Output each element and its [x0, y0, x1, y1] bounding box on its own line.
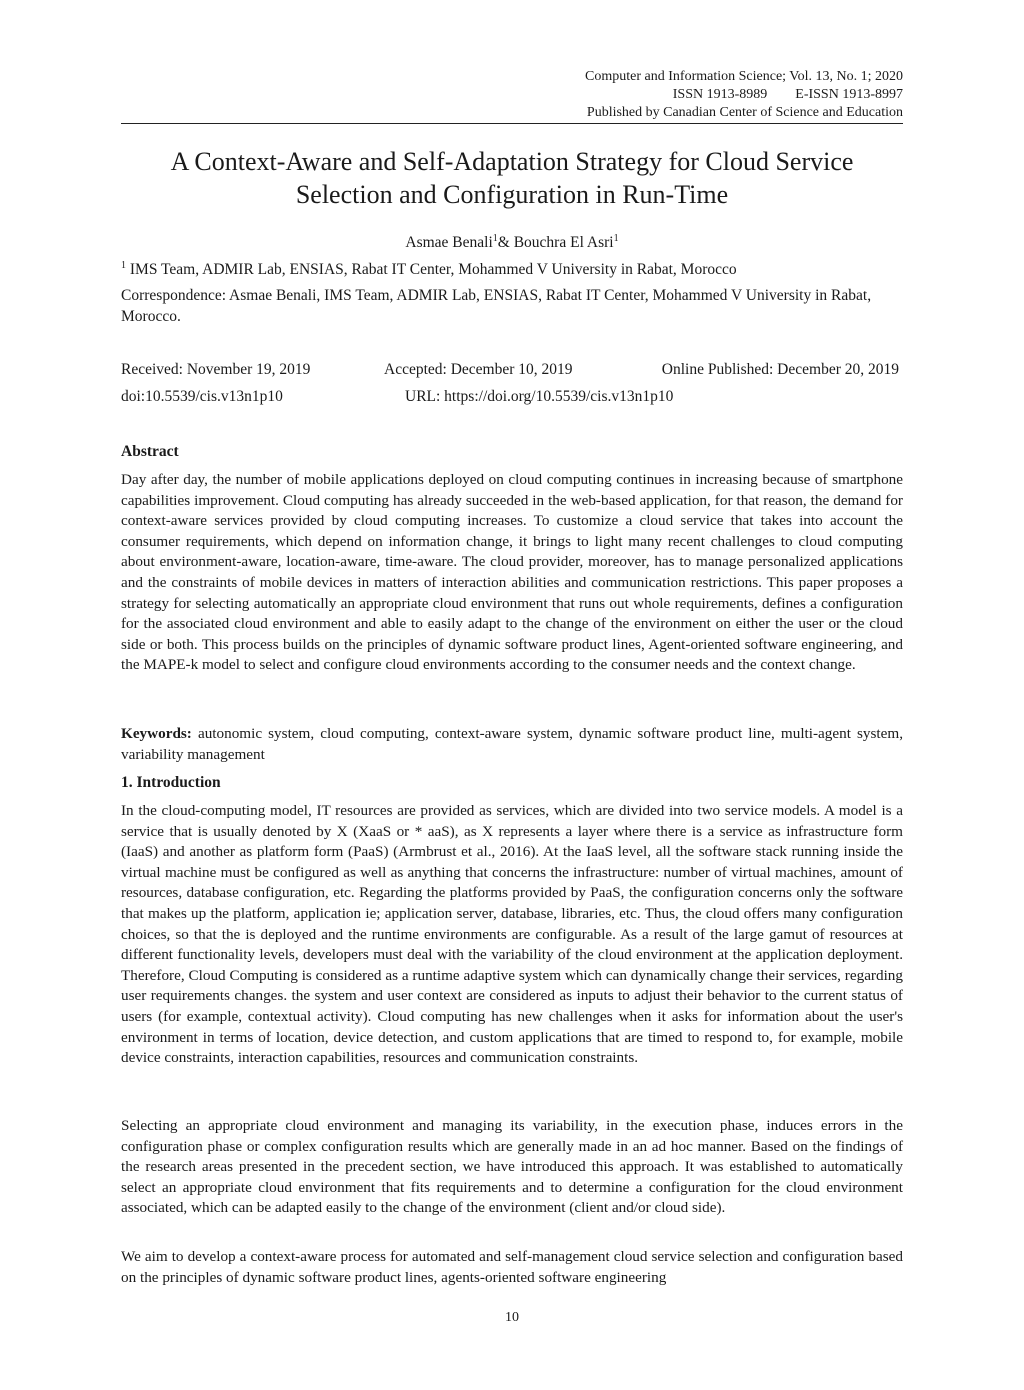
paper-title — [121, 145, 903, 211]
correspondence: Correspondence: Asmae Benali, IMS Team, ADMIR Lab, ENSIAS, Rabat IT Center, Mohammed V University in Rabat, Morocco. — [121, 287, 872, 325]
header-divider — [121, 123, 903, 124]
keywords — [121, 724, 903, 765]
author-2-affil-mark: 1 — [613, 233, 619, 244]
abstract-heading: Abstract — [121, 443, 179, 460]
title-line-1: A Context-Aware and Self-Adaptation Strategy for Cloud Service — [170, 147, 854, 176]
affiliation-mark: 1 — [121, 260, 126, 271]
issn-line: ISSN 1913-8989 E-ISSN 1913-8997 — [672, 87, 903, 102]
author-list — [121, 229, 903, 253]
journal-line: Computer and Information Science; Vol. 13, No. 1; 2020 — [585, 69, 903, 84]
journal-header — [585, 68, 903, 122]
doi-text: doi:10.5539/cis.v13n1p10 — [121, 388, 283, 405]
affiliation-text: IMS Team, ADMIR Lab, ENSIAS, Rabat IT Center, Mohammed V University in Rabat, Morocco — [126, 261, 737, 279]
introduction-paragraph-3: We aim to develop a context-aware process for automated and self-management cloud service selection and configuration based on the principles of dynamic software product lines, agents-oriented software engineering — [121, 1248, 903, 1286]
affiliation — [121, 256, 903, 280]
author-1: Asmae Benali — [405, 234, 493, 252]
abstract-text: Day after day, the number of mobile applications deployed on cloud computing continues in increasing because of smartphone capabilities improvement. Cloud computing has already succeeded in the web-based application, for that reason, the demand for context-aware services provided by cloud computing increases. To customize a cloud service that takes into account the consumer requirements, which depend on information change, it brings to light many recent challenges to cloud computing about environment-aware, location-aware, time-aware. The cloud provider, moreover, has to manage personalized applications and the constraints of mobile devices in matters of interaction abilities and communication restrictions. This paper proposes a strategy for selecting automatically an appropriate cloud environment that runs out whole requirements, defines a configuration for the associated cloud environment and able to easily adapt to the change of the environment on either the user or the cloud side or both. This process builds on the principles of dynamic software product lines, Agent-oriented software engineering, and the MAPE-k model to select and configure cloud environments according to the consumer needs and the context change. — [121, 471, 903, 674]
paper-page — [121, 0, 903, 1390]
introduction-heading: 1. Introduction — [121, 774, 221, 791]
received-date: Received: November 19, 2019 — [121, 361, 311, 378]
author-2: & Bouchra El Asri — [497, 234, 614, 252]
keywords-text: autonomic system, cloud computing, context-aware system, dynamic software product line, multi-agent system, variability management — [121, 725, 903, 763]
doi-url-link[interactable]: URL: https://doi.org/10.5539/cis.v13n1p10 — [405, 388, 674, 405]
published-date: Online Published: December 20, 2019 — [661, 361, 899, 378]
introduction-paragraph-1: In the cloud-computing model, IT resources are provided as services, which are divided into two service models. A model is a service that is usually denoted by X (XaaS or * aaS), as X represents a layer where there is a service as infrastructure form (IaaS) and another as platform form (PaaS) (Armbrust et al., 2016). At the IaaS level, all the software stack running inside the virtual machine must be configured as well as anything that concerns the infrastructure: number of virtual machines, amount of resources, database configuration, etc. Regarding the platforms provided by PaaS, the configuration concerns only the software that makes up the platform, application ie; application server, database, libraries, etc. Thus, the cloud offers many configuration choices, so that the is deployed and the runtime environments are configurable. As a result of the large gamut of resources at different functionality levels, developers must deal with the variability of the cloud environment at the application deployment. Therefore, Cloud Computing is considered as a runtime adaptive system which can dynamically change their services, regarding user requirements changes. the system and user context are considered as inputs to adjust their behavior to the current status of users (for example, contextual activity). Cloud computing has new challenges when it asks for information about the user's environment in terms of location, device detection, and custom applications that are timed to respond to, for example, mobile device constraints, interaction capabilities, resources and communication constraints. — [121, 802, 903, 1067]
page-number: 10 — [505, 1310, 519, 1325]
author-1-affil-mark: 1 — [492, 233, 498, 244]
title-line-2: Selection and Configuration in Run-Time — [295, 180, 729, 209]
keywords-label: Keywords: — [121, 725, 192, 742]
introduction-paragraph-2: Selecting an appropriate cloud environment and managing its variability, in the execution phase, induces errors in the configuration phase or complex configuration results which are generally made in an ad hoc manner. Based on the findings of the research areas presented in the precedent section, we have introduced this approach. It was established to automatically select an appropriate cloud environment that fits requirements and to determine a configuration for the cloud environment associated, which can be adapted easily to the change of the environment (client and/or cloud side). — [121, 1117, 903, 1217]
publisher-line: Published by Canadian Center of Science and Education — [586, 105, 903, 120]
accepted-date: Accepted: December 10, 2019 — [384, 361, 573, 378]
